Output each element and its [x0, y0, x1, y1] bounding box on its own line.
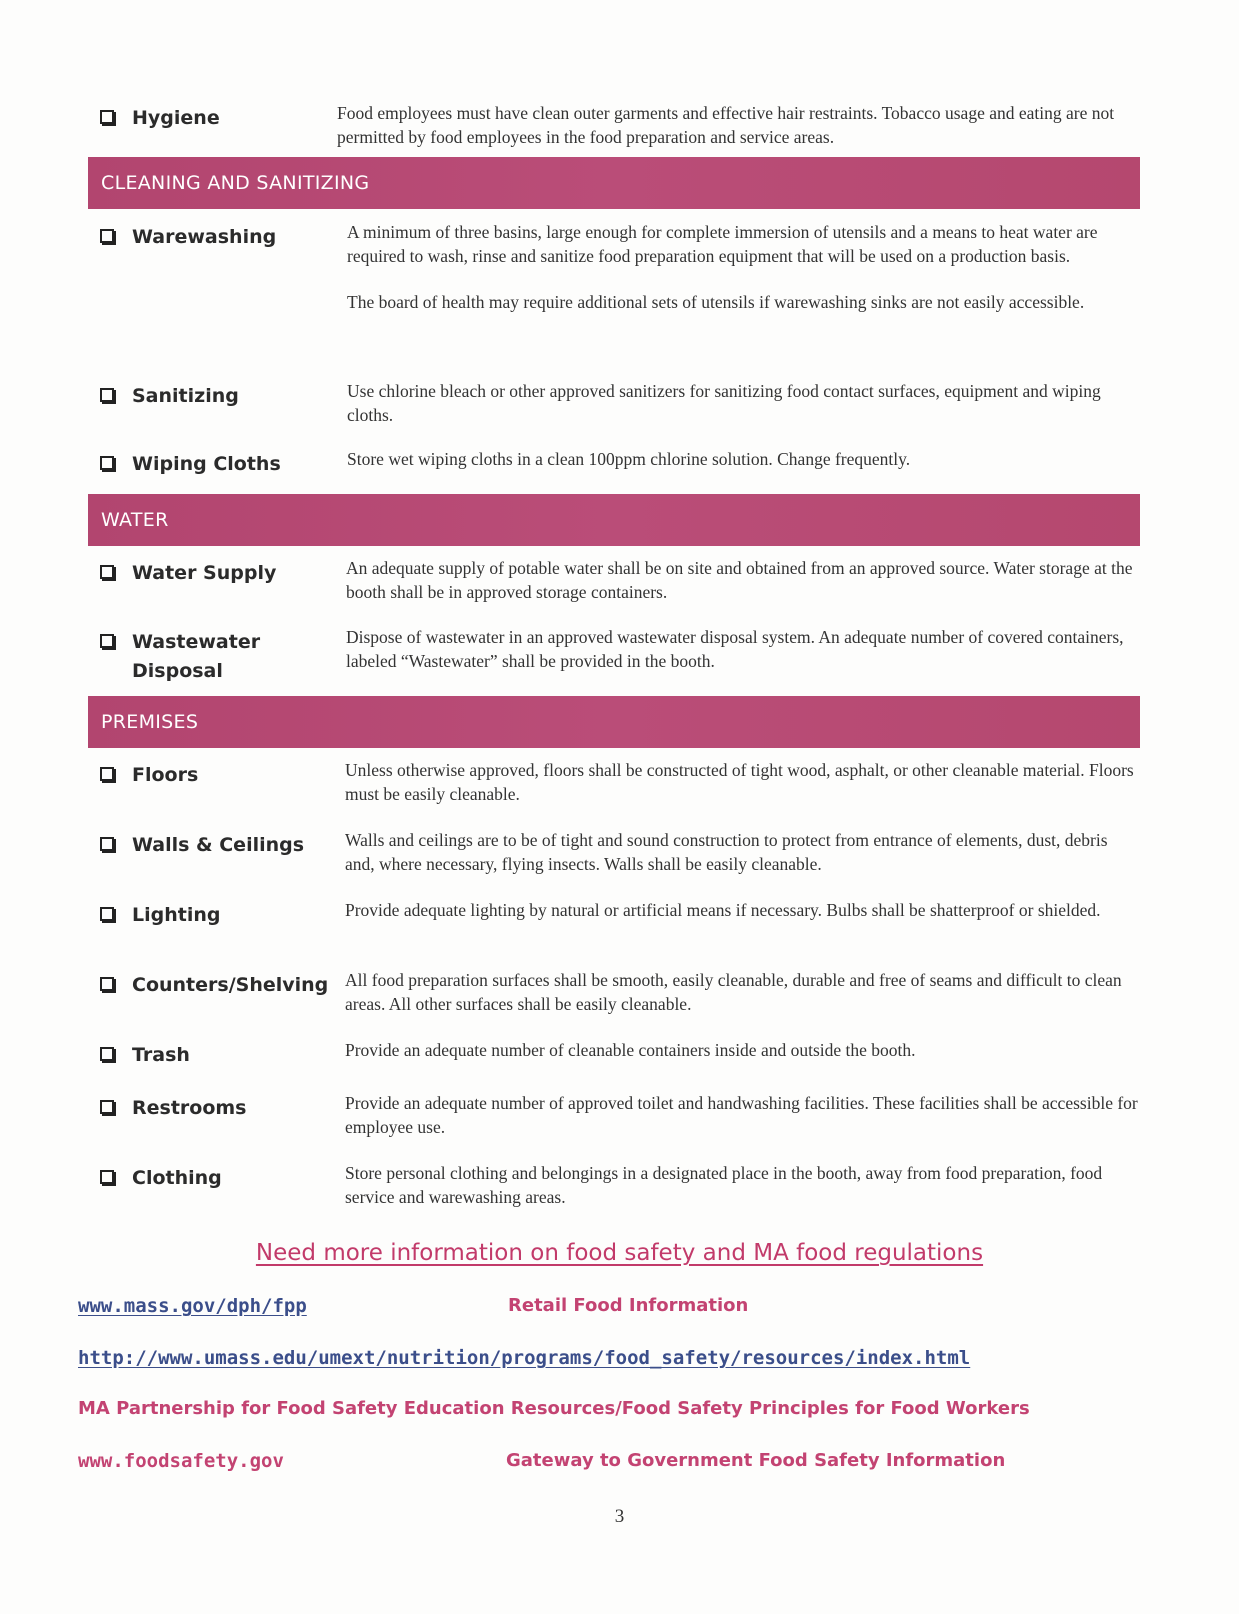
- more-info-heading: Need more information on food safety and MA food regulations: [255, 1240, 984, 1266]
- item-label: Counters/Shelving: [132, 974, 329, 996]
- checklist-item-wastewater: [100, 626, 1140, 686]
- section-header-premises: PREMISES: [88, 696, 1140, 748]
- item-description: Provide an adequate number of approved toilet and handwashing facilities. These facilities shall be accessible for employee use.: [345, 1093, 1138, 1137]
- checkbox-icon[interactable]: [100, 907, 114, 921]
- checkbox-icon[interactable]: [100, 1047, 114, 1061]
- checkbox-icon[interactable]: [100, 1100, 114, 1114]
- link-foodsafety-gov[interactable]: www.foodsafety.gov: [78, 1450, 284, 1472]
- checkbox-icon[interactable]: [100, 977, 114, 991]
- item-description: Store wet wiping cloths in a clean 100ppm chlorine solution. Change frequently.: [347, 449, 911, 469]
- section-header-cleaning: CLEANING AND SANITIZING: [88, 157, 1140, 209]
- item-label: Wiping Cloths: [132, 453, 281, 475]
- checklist-item-sanitizing: [100, 380, 1140, 427]
- checklist-item-restrooms: [100, 1092, 1140, 1139]
- item-description: All food preparation surfaces shall be smooth, easily cleanable, durable and free of seams and difficult to clean areas. All other surfaces shall be easily cleanable.: [345, 970, 1122, 1014]
- section-header-water: WATER: [88, 494, 1140, 546]
- checklist-item-hygiene: [100, 102, 1140, 149]
- checkbox-icon[interactable]: [100, 229, 114, 243]
- item-label: Lighting: [132, 904, 221, 926]
- checkbox-icon[interactable]: [100, 110, 114, 124]
- checkbox-icon[interactable]: [100, 634, 114, 648]
- item-description: Provide an adequate number of cleanable containers inside and outside the booth.: [345, 1040, 916, 1060]
- item-label: Restrooms: [132, 1097, 247, 1119]
- item-label: Water Supply: [132, 562, 277, 584]
- link1-description: Retail Food Information: [508, 1295, 749, 1316]
- item-label: Warewashing: [132, 226, 277, 248]
- link-mass-gov-fpp[interactable]: www.mass.gov/dph/fpp: [78, 1295, 307, 1317]
- item-description: Provide adequate lighting by natural or artificial means if necessary. Bulbs shall be shatterproof or shielded.: [345, 900, 1101, 920]
- item-description: An adequate supply of potable water shall be on site and obtained from an approved source. Water storage at the booth shall be in approved storage containers.: [346, 558, 1133, 602]
- item-description: Use chlorine bleach or other approved sanitizers for sanitizing food contact surfaces, equipment and wiping cloths.: [347, 381, 1101, 425]
- ma-partnership-text: MA Partnership for Food Safety Education Resources/Food Safety Principles for Food Workers: [78, 1398, 1030, 1419]
- item-description: Walls and ceilings are to be of tight and sound construction to protect from entrance of elements, dust, debris and, where necessary, flying insects. Walls shall be easily cleanable.: [345, 830, 1108, 874]
- checklist-item-walls-ceilings: [100, 829, 1140, 876]
- link-umass-food-safety[interactable]: http://www.umass.edu/umext/nutrition/programs/food_safety/resources/index.html: [78, 1347, 971, 1369]
- item-description: The board of health may require additional sets of utensils if warewashing sinks are not easily accessible.: [347, 292, 1085, 312]
- item-description: Unless otherwise approved, floors shall be constructed of tight wood, asphalt, or other cleanable material. Floors must be easily cleanable.: [345, 760, 1134, 804]
- item-label: Hygiene: [132, 107, 220, 129]
- checklist-item-counters-shelving: [100, 969, 1140, 1016]
- item-label: Wastewater Disposal: [132, 631, 261, 682]
- checklist-item-warewashing: [100, 221, 1140, 315]
- checkbox-icon[interactable]: [100, 767, 114, 781]
- checklist-item-floors: [100, 759, 1140, 806]
- checkbox-icon[interactable]: [100, 456, 114, 470]
- checklist-item-wiping-cloths: [100, 448, 1140, 479]
- checkbox-icon[interactable]: [100, 1170, 114, 1184]
- item-description: A minimum of three basins, large enough for complete immersion of utensils and a means to heat water are required to wash, rinse and sanitize food preparation equipment that will be used on a production basis.: [347, 222, 1098, 266]
- item-description: Dispose of wastewater in an approved wastewater disposal system. An adequate number of covered containers, labeled “Wastewater” shall be provided in the booth.: [346, 627, 1124, 671]
- checkbox-icon[interactable]: [100, 388, 114, 402]
- page-number: 3: [614, 1506, 625, 1527]
- checklist-item-clothing: [100, 1162, 1140, 1209]
- item-label: Clothing: [132, 1167, 222, 1189]
- link3-description: Gateway to Government Food Safety Information: [506, 1450, 1006, 1471]
- checklist-item-lighting: [100, 899, 1140, 930]
- checklist-item-trash: [100, 1039, 1140, 1070]
- checklist-item-water-supply: [100, 557, 1140, 604]
- item-description: Food employees must have clean outer garments and effective hair restraints. Tobacco usage and eating are not permitted by food employees in the food preparation and service areas.: [337, 103, 1115, 147]
- item-description: Store personal clothing and belongings in a designated place in the booth, away from food preparation, food service and warewashing areas.: [345, 1163, 1103, 1207]
- item-label: Sanitizing: [132, 385, 239, 407]
- checkbox-icon[interactable]: [100, 837, 114, 851]
- item-label: Trash: [132, 1044, 190, 1066]
- item-label: Walls & Ceilings: [132, 834, 305, 856]
- checkbox-icon[interactable]: [100, 565, 114, 579]
- item-label: Floors: [132, 764, 199, 786]
